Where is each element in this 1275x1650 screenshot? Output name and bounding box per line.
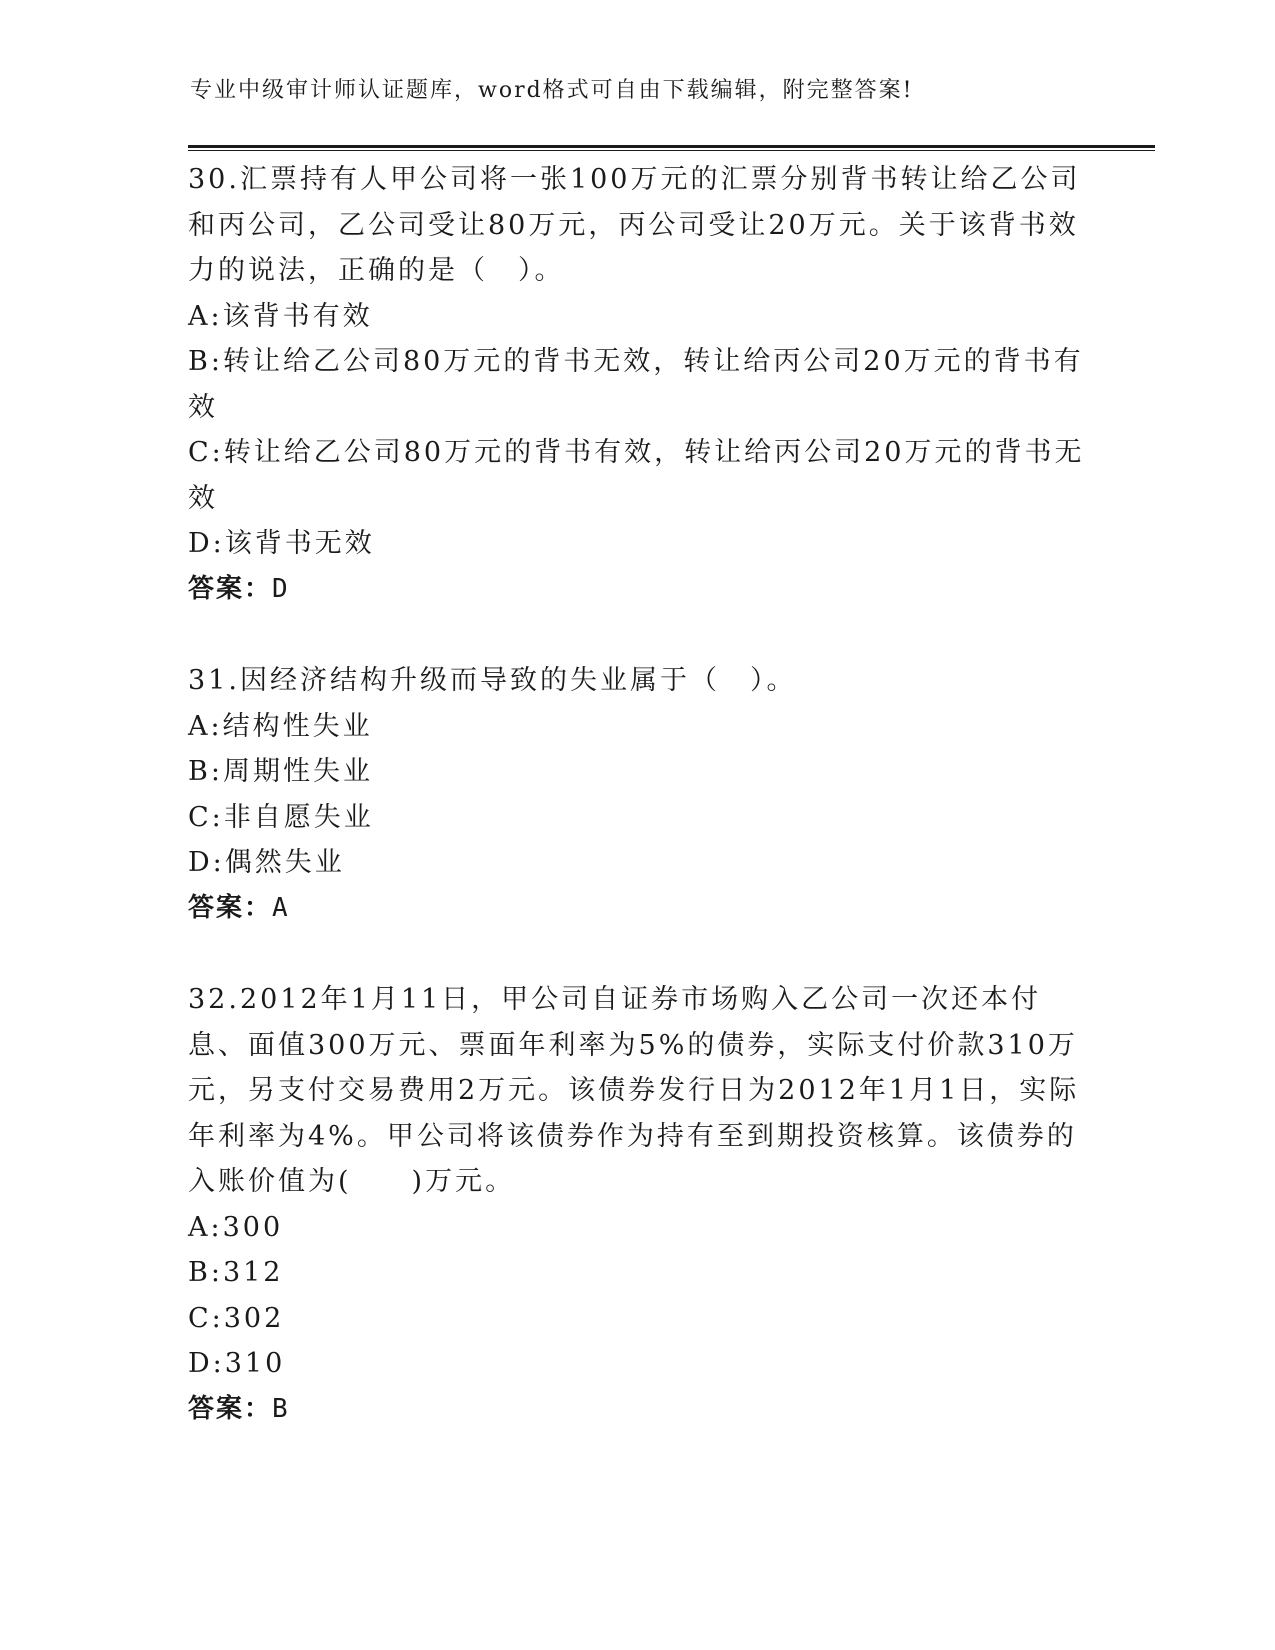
option-c: C:转让给乙公司80万元的背书有效，转让给丙公司20万元的背书无效 (188, 437, 1085, 514)
option-c: C:非自愿失业 (188, 801, 374, 833)
option-a: A:300 (188, 1211, 284, 1243)
question-item (188, 658, 1088, 931)
question-stem: 31.因经济结构升级而导致的失业属于（ ）。 (188, 665, 797, 696)
option-a: A:该背书有效 (188, 300, 373, 332)
option-b: B:周期性失业 (188, 756, 373, 787)
answer-value: B (272, 1393, 290, 1424)
option-c: C:302 (188, 1302, 285, 1334)
question-stem: 30.汇票持有人甲公司将一张100万元的汇票分别背书转让给乙公司和丙公司，乙公司受让80万元，丙公司受让20万元。关于该背书效力的说法，正确的是（ ）。 (188, 164, 1081, 286)
answer-value: A (272, 892, 290, 923)
answer-label: 答案： (188, 573, 273, 604)
option-b: B:转让给乙公司80万元的背书无效，转让给丙公司20万元的背书有效 (188, 346, 1084, 423)
answer-line (188, 886, 1088, 932)
header-divider-thick (188, 145, 1155, 148)
option-a: A:结构性失业 (188, 710, 373, 742)
answer-line (188, 567, 1088, 613)
question-item (188, 977, 1088, 1432)
option-d: D:偶然失业 (188, 847, 345, 878)
option-d: D:该背书无效 (188, 528, 375, 559)
answer-line (188, 1387, 1088, 1433)
answer-value: D (272, 573, 290, 604)
answer-label: 答案： (188, 892, 273, 923)
option-b: B:312 (188, 1257, 284, 1288)
header-divider (188, 145, 1155, 150)
question-list (188, 157, 1088, 1478)
answer-label: 答案： (188, 1393, 273, 1424)
question-stem: 32.2012年1月11日，甲公司自证券市场购入乙公司一次还本付息、面值300万元、票面年利率为5%的债券，实际支付价款310万元，另支付交易费用2万元。该债券发行日为2012年1月1日，实际年利率为4%。甲公司将该债券作为持有至到期投资核算。该债券的入账价值为( )万元。 (188, 984, 1080, 1197)
question-item (188, 157, 1088, 612)
option-d: D:310 (188, 1348, 286, 1379)
header-divider-thin (188, 150, 1155, 151)
header-note: 专业中级审计师认证题库，word格式可自由下载编辑，附完整答案! (190, 78, 914, 103)
